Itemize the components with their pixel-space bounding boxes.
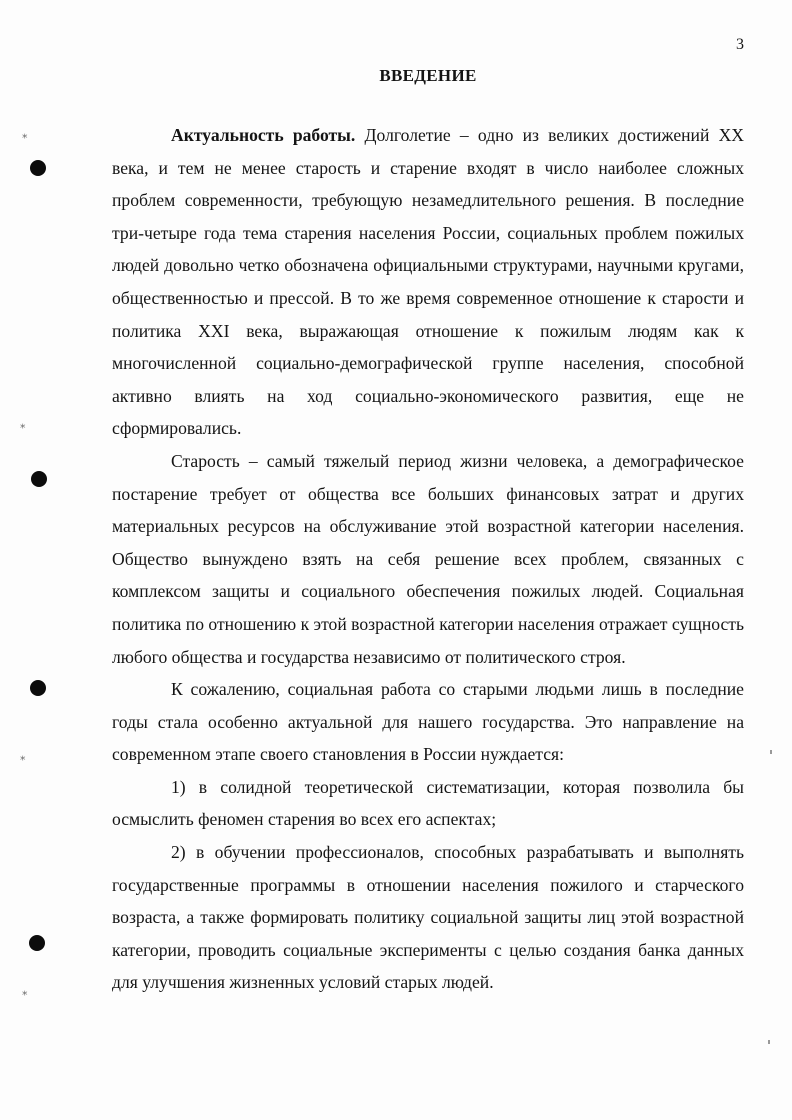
scan-mark: ⁎ <box>20 418 26 431</box>
punch-hole <box>29 935 45 951</box>
paragraph-social-work: К сожалению, социальная работа со старыми людьми лишь в последние годы стала особенно актуальной для нашего государства. Это направление на современном этапе своего становления в России нуждается: <box>112 679 744 765</box>
punch-hole <box>31 471 47 487</box>
scan-dot <box>770 750 772 754</box>
scan-mark: ⁎ <box>22 128 28 141</box>
list-item-theory: 1) в солидной теоретической систематизации, которая позволила бы осмыслить феномен старения во всех его аспектах; <box>112 776 744 830</box>
paragraph-old-age: Старость – самый тяжелый период жизни человека, а демографическое постарение требует от общества все больших финансовых затрат и других материальных ресурсов на обслуживание этой возрастной категории населения. Общество вынуждено взять на себя решение всех проблем, связанных с комплексом защиты и социального обеспечения пожилых людей. Социальная политика по отношению к этой возрастной категории населения отражает сущность любого общества и государства независимо от политического строя. <box>112 450 744 667</box>
page-title: ВВЕДЕНИЕ <box>379 66 477 85</box>
scan-mark: ⁎ <box>22 985 28 998</box>
scan-mark: ⁎ <box>20 750 26 763</box>
document-body <box>112 119 744 999</box>
paragraph-relevance <box>112 119 744 445</box>
list-item-training: 2) в обучении профессионалов, способных разрабатывать и выполнять государственные программы в отношении населения пожилого и старческого возраста, а также формировать политику социальной защиты лиц этой возрастной категории, проводить социальные эксперименты с целью создания банка данных для улучшения жизненных условий старых людей. <box>112 842 744 993</box>
paragraph-lead: Актуальность работы. <box>171 125 356 145</box>
scan-dot <box>768 1040 770 1044</box>
page-number: 3 <box>736 36 744 53</box>
paragraph-text: Долголетие – одно из великих достижений XX века, и тем не менее старость и старение входят в число наиболее сложных проблем современности, требующую незамедлительного решения. В последние три-четыре года тема старения населения России, социальных проблем пожилых людей довольно четко обозначена официальными структурами, научными кругами, общественностью и прессой. В то же время современное отношение к старости и политика XXI века, выражающая отношение к пожилым людям как к многочисленной социально-демографической группе населения, способной активно влиять на ход социально-экономического развития, еще не сформировались. <box>112 125 744 439</box>
punch-hole <box>30 160 46 176</box>
punch-hole <box>30 680 46 696</box>
